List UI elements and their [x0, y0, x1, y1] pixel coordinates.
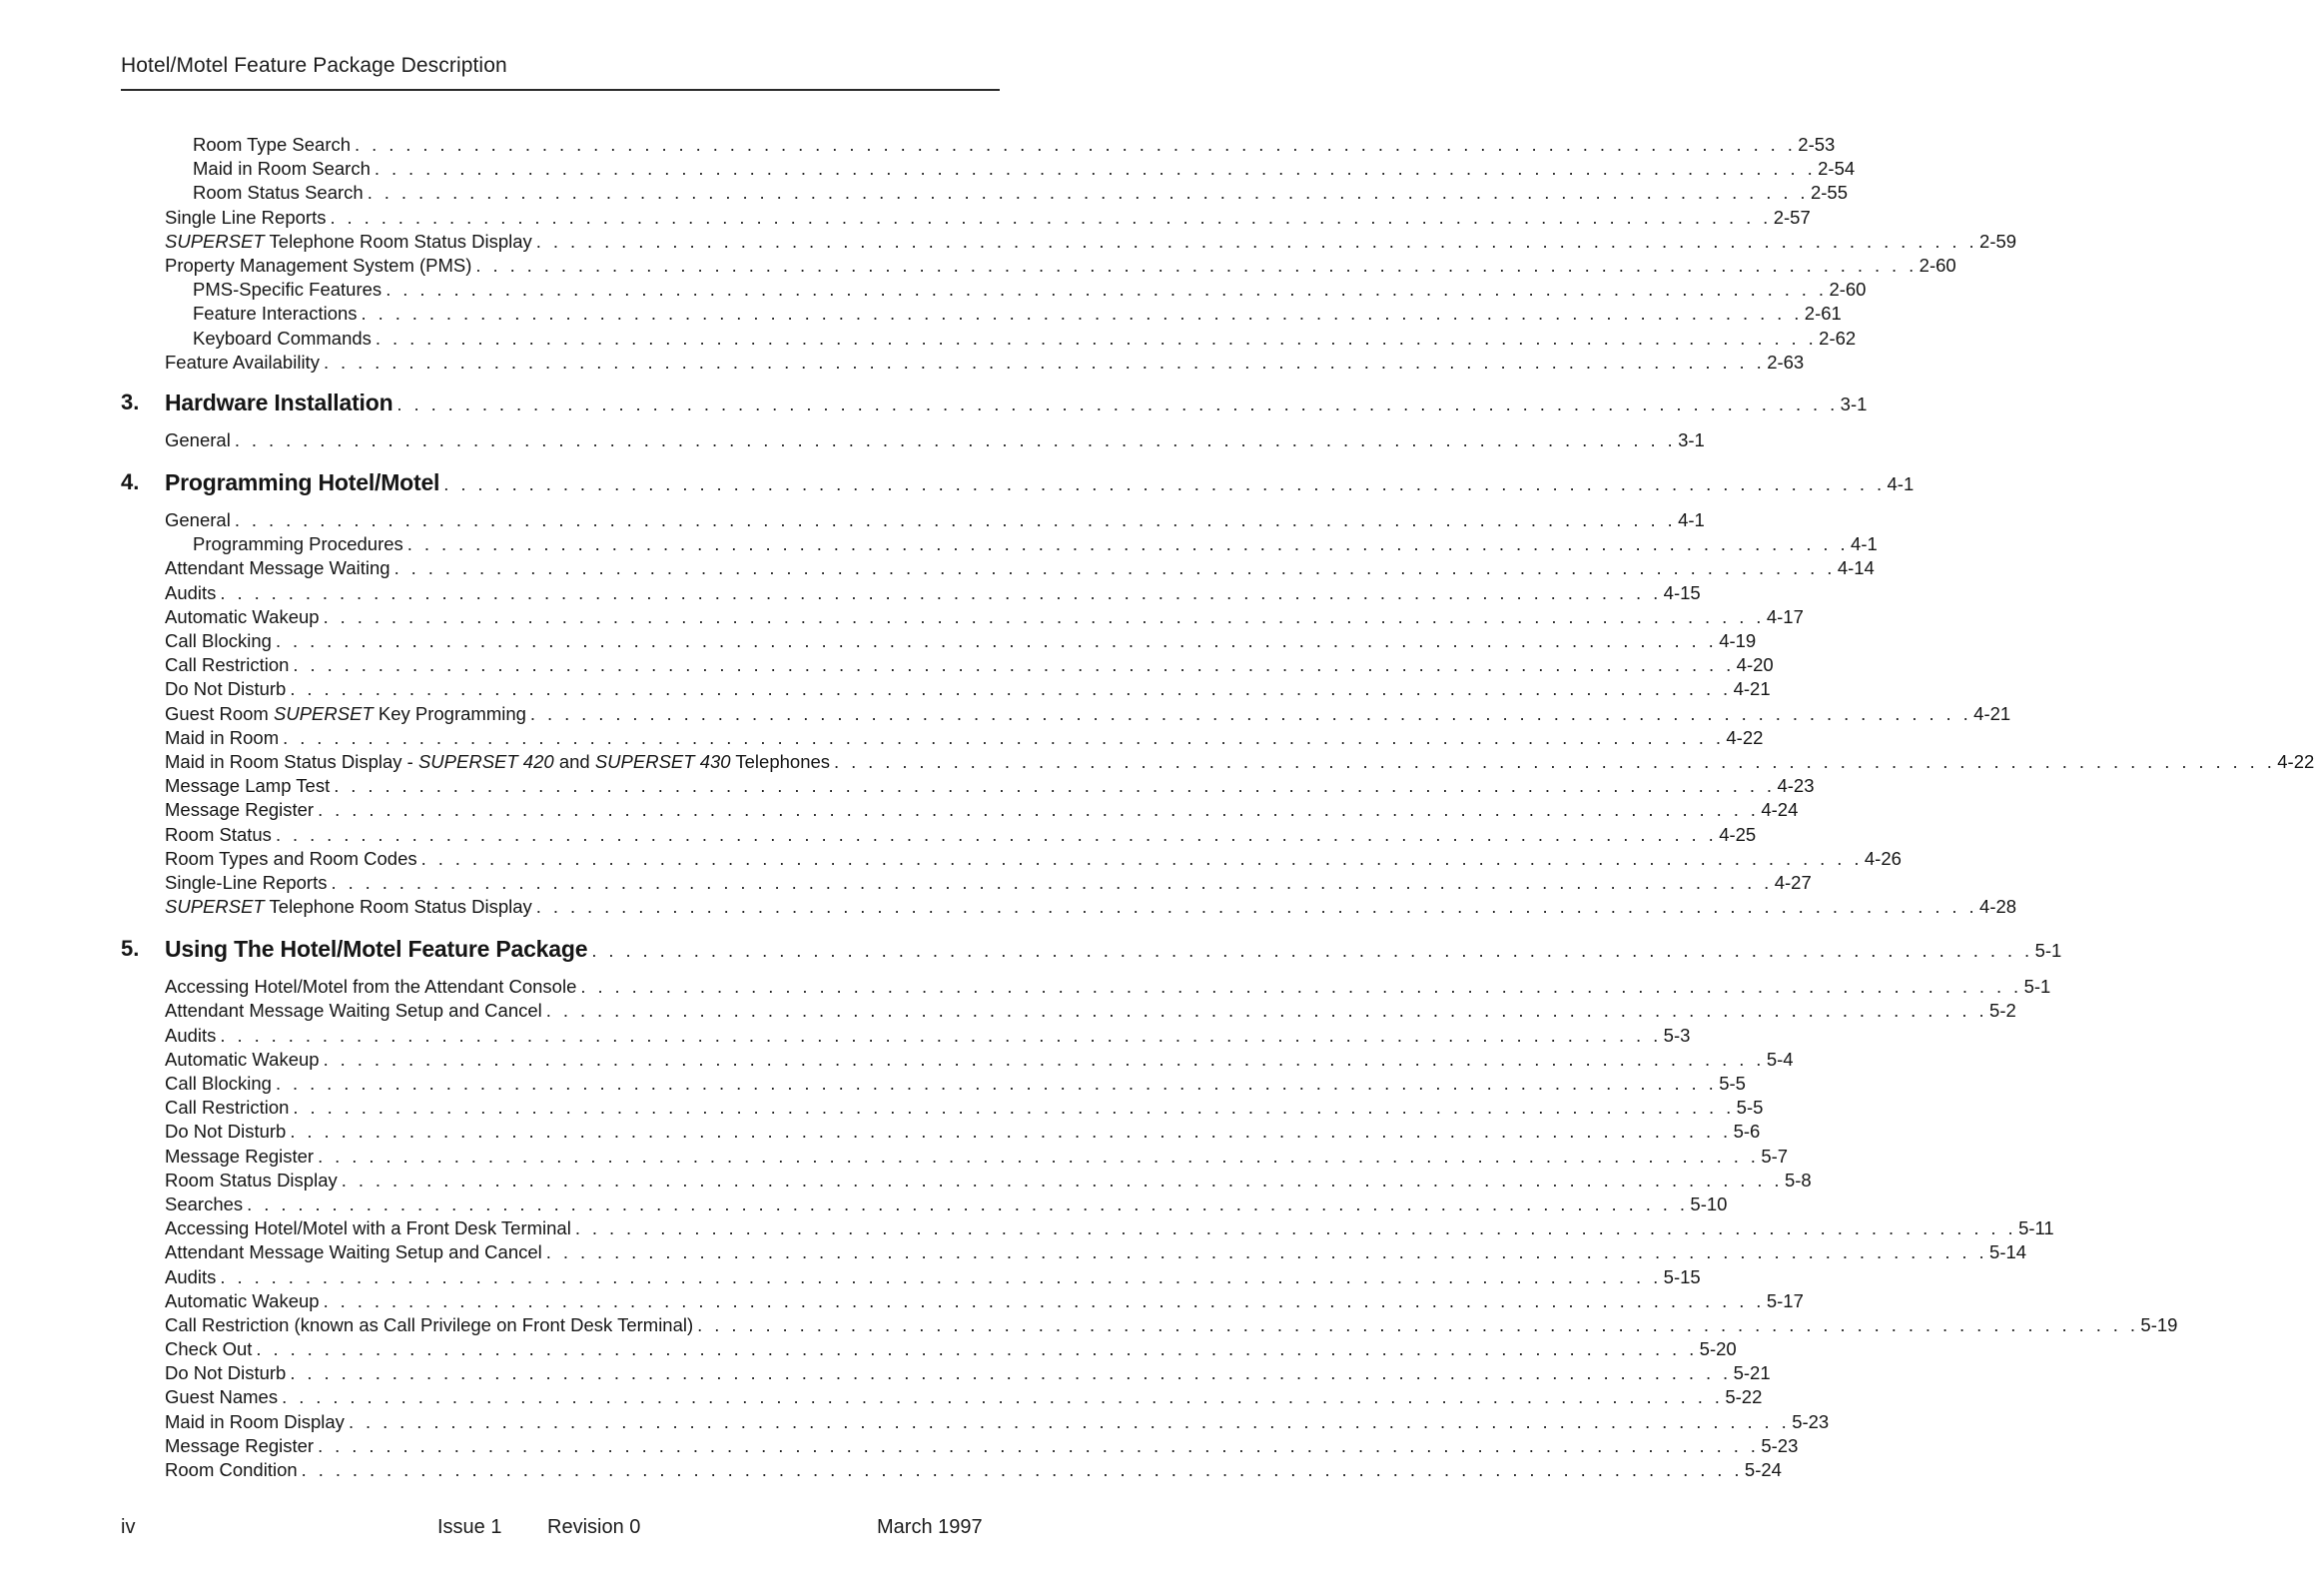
dot-leader: . . . . . . . . . . . . . . . . . . . . . . . . . . . . . . . . . . . . . . . . . . . . . . . . . . . . . . . . . . . . . . . . . . . . . . . . . . . . . . . . . . . . .	[574, 1217, 2017, 1239]
entry-page: 5-3	[1663, 1024, 1691, 1046]
dot-leader: . . . . . . . . . . . . . . . . . . . . . . . . . . . . . . . . . . . . . . . . . . . . . . . . . . . . . . . . . . . . . . . . . . . . . . . . . . . . . . . . . . . . .	[318, 799, 1760, 821]
entry-page: 4-25	[1719, 823, 1757, 845]
entry-page: 5-22	[1725, 1386, 1763, 1408]
entry-page: 2-60	[1919, 254, 1956, 276]
entry-page: 5-6	[1733, 1121, 1761, 1143]
entry-page: 2-53	[1798, 134, 1836, 155]
dot-leader: . . . . . . . . . . . . . . . . . . . . . . . . . . . . . . . . . . . . . . . . . . . . . . . . . . . . . . . . . . . . . . . . . . . . . . . . . . . . . . . . . . . . .	[323, 1048, 1765, 1070]
dot-leader: . . . . . . . . . . . . . . . . . . . . . . . . . . . . . . . . . . . . . . . . . . . . . . . . . . . . . . . . . . . . . . . . . . . . . . . . . . . . . . . . . . . . .	[386, 279, 1828, 301]
dot-leader: . . . . . . . . . . . . . . . . . . . . . . . . . . . . . . . . . . . . . . . . . . . . . . . . . . . . . . . . . . . . . . . . . . . . . . . . . . . . . . . . . . . . .	[234, 509, 1677, 531]
dot-leader: . . . . . . . . . . . . . . . . . . . . . . . . . . . . . . . . . . . . . . . . . . . . . . . . . . . . . . . . . . . . . . . . . . . . . . . . . . . . . . . . . . . . .	[535, 896, 1978, 918]
entry-page: 5-5	[1719, 1073, 1746, 1094]
toc-entry	[0, 871, 1812, 895]
toc-entry	[0, 157, 1856, 181]
chapter-number: 5.	[121, 936, 140, 962]
toc-entry	[0, 556, 1875, 580]
dot-leader: . . . . . . . . . . . . . . . . . . . . . . . . . . . . . . . . . . . . . . . . . . . . . . . . . . . . . . . . . . . . . . . . . . . . . . . . . . . . . . . . . . . . .	[355, 134, 1797, 155]
entry-title: Audits	[165, 581, 217, 603]
toc-entry	[0, 1145, 1789, 1169]
entry-title: Accessing Hotel/Motel from the Attendant Console	[165, 976, 577, 998]
toc-entry	[0, 1120, 1761, 1144]
dot-leader: . . . . . . . . . . . . . . . . . . . . . . . . . . . . . . . . . . . . . . . . . . . . . . . . . . . . . . . . . . . . . . . . . . . . . . . . . . . . . . . . . . . . .	[247, 1193, 1689, 1214]
footer-revision: Revision 0	[547, 1516, 641, 1538]
toc-entry	[0, 254, 1956, 278]
entry-title: Do Not Disturb	[165, 1121, 287, 1143]
dot-leader: . . . . . . . . . . . . . . . . . . . . . . . . . . . . . . . . . . . . . . . . . . . . . . . . . . . . . . . . . . . . . . . . . . . . . . . . . . . . . . . . . . . . .	[443, 473, 1886, 495]
footer-issue: Issue 1	[437, 1516, 502, 1538]
dot-leader: . . . . . . . . . . . . . . . . . . . . . . . . . . . . . . . . . . . . . . . . . . . . . . . . . . . . . . . . . . . . . . . . . . . . . . . . . . . . . . . . . . . . .	[396, 393, 1839, 414]
footer-date: March 1997	[877, 1516, 983, 1538]
entry-page: 5-1	[2034, 940, 2062, 962]
dot-leader: . . . . . . . . . . . . . . . . . . . . . . . . . . . . . . . . . . . . . . . . . . . . . . . . . . . . . . . . . . . . . . . . . . . . . . . . . . . . . . . . . . . . .	[256, 1338, 1698, 1360]
entry-title: Programming Hotel/Motel	[165, 469, 440, 496]
entry-page: 4-27	[1774, 871, 1812, 893]
toc-entry	[0, 895, 2017, 919]
entry-title: Attendant Message Waiting Setup and Cancel	[165, 1000, 542, 1022]
toc-entry	[0, 1337, 1737, 1361]
entry-title: Call Restriction	[165, 1097, 290, 1119]
dot-leader: . . . . . . . . . . . . . . . . . . . . . . . . . . . . . . . . . . . . . . . . . . . . . . . . . . . . . . . . . . . . . . . . . . . . . . . . . . . . . . . . . . . . .	[529, 702, 1972, 724]
toc-entry	[0, 181, 1848, 205]
dot-leader: . . . . . . . . . . . . . . . . . . . . . . . . . . . . . . . . . . . . . . . . . . . . . . . . . . . . . . . . . . . . . . . . . . . . . . . . . . . . . . . . . . . . .	[580, 976, 2022, 998]
dot-leader: . . . . . . . . . . . . . . . . . . . . . . . . . . . . . . . . . . . . . . . . . . . . . . . . . . . . . . . . . . . . . . . . . . . . . . . . . . . . . . . . . . . . .	[275, 823, 1718, 845]
dot-leader: . . . . . . . . . . . . . . . . . . . . . . . . . . . . . . . . . . . . . . . . . . . . . . . . . . . . . . . . . . . . . . . . . . . . . . . . . . . . . . . . . . . . .	[283, 726, 1725, 748]
toc-entry	[0, 1024, 1691, 1048]
toc-entry	[0, 1265, 1701, 1289]
entry-title: Single Line Reports	[165, 206, 327, 228]
toc-entry	[0, 302, 1842, 326]
toc-entry	[0, 629, 1757, 653]
entry-title: Check Out	[165, 1338, 253, 1360]
toc-entry	[0, 1458, 1782, 1482]
entry-title: Hardware Installation	[165, 389, 393, 415]
toc-entry	[0, 428, 1705, 452]
entry-title: Call Restriction	[165, 654, 290, 676]
entry-page: 4-1	[1887, 473, 1915, 495]
toc-entry	[0, 327, 1857, 351]
entry-page: 4-28	[1979, 896, 2017, 918]
entry-title: PMS-Specific Features	[193, 279, 383, 301]
chapter-number: 3.	[121, 389, 140, 414]
dot-leader: . . . . . . . . . . . . . . . . . . . . . . . . . . . . . . . . . . . . . . . . . . . . . . . . . . . . . . . . . . . . . . . . . . . . . . . . . . . . . . . . . . . . .	[375, 327, 1818, 349]
table-of-contents	[0, 133, 2314, 1482]
entry-title: Automatic Wakeup	[165, 1048, 320, 1070]
dot-leader: . . . . . . . . . . . . . . . . . . . . . . . . . . . . . . . . . . . . . . . . . . . . . . . . . . . . . . . . . . . . . . . . . . . . . . . . . . . . . . . . . . . . .	[323, 605, 1765, 627]
dot-leader: . . . . . . . . . . . . . . . . . . . . . . . . . . . . . . . . . . . . . . . . . . . . . . . . . . . . . . . . . . . . . . . . . . . . . . . . . . . . . . . . . . . . .	[535, 230, 1978, 252]
toc-entry	[0, 1313, 2178, 1337]
entry-title: Maid in Room Status Display - SUPERSET 420 and SUPERSET 430 Telephones	[165, 750, 831, 772]
toc-entry	[0, 1216, 2054, 1240]
dot-leader: . . . . . . . . . . . . . . . . . . . . . . . . . . . . . . . . . . . . . . . . . . . . . . . . . . . . . . . . . . . . . . . . . . . . . . . . . . . . . . . . . . . . .	[545, 1000, 1988, 1022]
toc-entry	[0, 750, 2314, 774]
entry-title: Maid in Room	[165, 726, 280, 748]
entry-title: General	[165, 509, 231, 531]
dot-leader: . . . . . . . . . . . . . . . . . . . . . . . . . . . . . . . . . . . . . . . . . . . . . . . . . . . . . . . . . . . . . . . . . . . . . . . . . . . . . . . . . . . . .	[323, 351, 1766, 373]
entry-page: 3-1	[1678, 428, 1705, 450]
entry-title: Call Restriction (known as Call Privilege on Front Desk Terminal)	[165, 1313, 694, 1335]
toc-entry	[0, 653, 1774, 677]
entry-title: Using The Hotel/Motel Feature Package	[165, 936, 588, 963]
dot-leader: . . . . . . . . . . . . . . . . . . . . . . . . . . . . . . . . . . . . . . . . . . . . . . . . . . . . . . . . . . . . . . . . . . . . . . . . . . . . . . . . . . . . .	[220, 581, 1662, 603]
toc-entry	[0, 351, 1805, 375]
chapter-heading	[0, 452, 1915, 500]
dot-leader: . . . . . . . . . . . . . . . . . . . . . . . . . . . . . . . . . . . . . . . . . . . . . . . . . . . . . . . . . . . . . . . . . . . . . . . . . . . . . . . . . . . . .	[348, 1410, 1791, 1432]
entry-title: Message Register	[165, 1145, 315, 1167]
dot-leader: . . . . . . . . . . . . . . . . . . . . . . . . . . . . . . . . . . . . . . . . . . . . . . . . . . . . . . . . . . . . . . . . . . . . . . . . . . . . . . . . . . . . .	[323, 1289, 1765, 1311]
toc-entry	[0, 823, 1757, 847]
entry-title: Room Type Search	[193, 134, 352, 155]
dot-leader: . . . . . . . . . . . . . . . . . . . . . . . . . . . . . . . . . . . . . . . . . . . . . . . . . . . . . . . . . . . . . . . . . . . . . . . . . . . . . . . . . . . . .	[290, 678, 1732, 700]
entry-page: 2-63	[1767, 351, 1805, 373]
entry-page: 5-10	[1690, 1193, 1728, 1214]
entry-page: 5-24	[1744, 1459, 1782, 1480]
entry-page: 4-19	[1719, 630, 1757, 651]
chapter-number: 4.	[121, 469, 140, 495]
entry-page: 5-5	[1736, 1097, 1764, 1119]
entry-title: Attendant Message Waiting Setup and Cancel	[165, 1241, 542, 1263]
entry-title: Room Status Display	[165, 1169, 338, 1191]
entry-title: Automatic Wakeup	[165, 605, 320, 627]
toc-entry	[0, 278, 1867, 302]
entry-page: 5-20	[1699, 1338, 1737, 1360]
entry-title: Accessing Hotel/Motel with a Front Desk Terminal	[165, 1217, 571, 1239]
entry-page: 4-21	[1973, 702, 2011, 724]
entry-title: Room Status	[165, 823, 272, 845]
toc-entry	[0, 1072, 1746, 1096]
entry-page: 5-23	[1792, 1410, 1830, 1432]
entry-title: Single-Line Reports	[165, 871, 328, 893]
entry-page: 4-21	[1733, 678, 1771, 700]
entry-page: 4-1	[1678, 509, 1705, 531]
toc-entry	[0, 1169, 1812, 1193]
dot-leader: . . . . . . . . . . . . . . . . . . . . . . . . . . . . . . . . . . . . . . . . . . . . . . . . . . . . . . . . . . . . . . . . . . . . . . . . . . . . . . . . . . . . .	[374, 158, 1817, 180]
dot-leader: . . . . . . . . . . . . . . . . . . . . . . . . . . . . . . . . . . . . . . . . . . . . . . . . . . . . . . . . . . . . . . . . . . . . . . . . . . . . . . . . . . . . .	[275, 630, 1718, 651]
entry-title: Automatic Wakeup	[165, 1289, 320, 1311]
entry-page: 2-57	[1773, 206, 1811, 228]
dot-leader: . . . . . . . . . . . . . . . . . . . . . . . . . . . . . . . . . . . . . . . . . . . . . . . . . . . . . . . . . . . . . . . . . . . . . . . . . . . . . . . . . . . . .	[275, 1073, 1718, 1094]
dot-leader: . . . . . . . . . . . . . . . . . . . . . . . . . . . . . . . . . . . . . . . . . . . . . . . . . . . . . . . . . . . . . . . . . . . . . . . . . . . . . . . . . . . . .	[234, 428, 1677, 450]
entry-page: 5-11	[2018, 1217, 2054, 1239]
toc-entry	[0, 605, 1804, 629]
entry-page: 5-15	[1663, 1265, 1701, 1287]
toc-entry	[0, 133, 1836, 157]
toc-entry	[0, 677, 1771, 701]
dot-leader: . . . . . . . . . . . . . . . . . . . . . . . . . . . . . . . . . . . . . . . . . . . . . . . . . . . . . . . . . . . . . . . . . . . . . . . . . . . . . . . . . . . . .	[341, 1169, 1783, 1191]
dot-leader: . . . . . . . . . . . . . . . . . . . . . . . . . . . . . . . . . . . . . . . . . . . . . . . . . . . . . . . . . . . . . . . . . . . . . . . . . . . . . . . . . . . . .	[220, 1024, 1662, 1046]
entry-page: 4-23	[1777, 775, 1815, 797]
toc-entry	[0, 774, 1815, 798]
entry-title: Keyboard Commands	[193, 327, 372, 349]
entry-page: 4-22	[2277, 750, 2314, 772]
entry-page: 5-23	[1761, 1434, 1799, 1456]
entry-title: Room Condition	[165, 1459, 298, 1480]
dot-leader: . . . . . . . . . . . . . . . . . . . . . . . . . . . . . . . . . . . . . . . . . . . . . . . . . . . . . . . . . . . . . . . . . . . . . . . . . . . . . . . . . . . . .	[290, 1121, 1732, 1143]
entry-title: Programming Procedures	[193, 533, 403, 555]
entry-page: 5-14	[1989, 1241, 2027, 1263]
dot-leader: . . . . . . . . . . . . . . . . . . . . . . . . . . . . . . . . . . . . . . . . . . . . . . . . . . . . . . . . . . . . . . . . . . . . . . . . . . . . . . . . . . . . .	[545, 1241, 1988, 1263]
entry-page: 5-8	[1784, 1169, 1812, 1191]
entry-page: 4-20	[1736, 654, 1774, 676]
entry-title: Maid in Room Display	[165, 1410, 345, 1432]
entry-title: General	[165, 428, 231, 450]
entry-title: SUPERSET Telephone Room Status Display	[165, 896, 532, 918]
toc-entry	[0, 726, 1764, 750]
entry-page: 4-17	[1766, 605, 1804, 627]
entry-page: 2-55	[1810, 182, 1848, 204]
dot-leader: . . . . . . . . . . . . . . . . . . . . . . . . . . . . . . . . . . . . . . . . . . . . . . . . . . . . . . . . . . . . . . . . . . . . . . . . . . . . . . . . . . . . .	[331, 871, 1773, 893]
toc-entry	[0, 1410, 1830, 1434]
entry-page: 5-7	[1761, 1145, 1789, 1167]
entry-title: Audits	[165, 1024, 217, 1046]
entry-page: 3-1	[1840, 393, 1868, 414]
entry-page: 2-61	[1804, 303, 1842, 325]
dot-leader: . . . . . . . . . . . . . . . . . . . . . . . . . . . . . . . . . . . . . . . . . . . . . . . . . . . . . . . . . . . . . . . . . . . . . . . . . . . . . . . . . . . . .	[393, 557, 1836, 579]
entry-title: Message Lamp Test	[165, 775, 331, 797]
toc-entry	[0, 1193, 1728, 1216]
entry-page: 5-4	[1766, 1048, 1794, 1070]
toc-entry	[0, 532, 1878, 556]
toc-entry	[0, 1361, 1771, 1385]
entry-page: 4-26	[1864, 847, 1902, 869]
toc-entry	[0, 206, 1811, 230]
entry-title: Call Blocking	[165, 630, 272, 651]
toc-entry	[0, 702, 2011, 726]
dot-leader: . . . . . . . . . . . . . . . . . . . . . . . . . . . . . . . . . . . . . . . . . . . . . . . . . . . . . . . . . . . . . . . . . . . . . . . . . . . . . . . . . . . . .	[220, 1265, 1662, 1287]
entry-title: Guest Names	[165, 1386, 279, 1408]
entry-page: 2-54	[1818, 158, 1856, 180]
entry-page: 2-62	[1819, 327, 1857, 349]
entry-page: 2-60	[1829, 279, 1867, 301]
header-rule	[121, 89, 1000, 91]
dot-leader: . . . . . . . . . . . . . . . . . . . . . . . . . . . . . . . . . . . . . . . . . . . . . . . . . . . . . . . . . . . . . . . . . . . . . . . . . . . . . . . . . . . . .	[834, 750, 2276, 772]
dot-leader: . . . . . . . . . . . . . . . . . . . . . . . . . . . . . . . . . . . . . . . . . . . . . . . . . . . . . . . . . . . . . . . . . . . . . . . . . . . . . . . . . . . . .	[475, 254, 1918, 276]
entry-title: Call Blocking	[165, 1073, 272, 1094]
entry-title: Do Not Disturb	[165, 1362, 287, 1384]
dot-leader: . . . . . . . . . . . . . . . . . . . . . . . . . . . . . . . . . . . . . . . . . . . . . . . . . . . . . . . . . . . . . . . . . . . . . . . . . . . . . . . . . . . . .	[330, 206, 1772, 228]
entry-title: Message Register	[165, 799, 315, 821]
toc-entry	[0, 508, 1705, 532]
entry-page: 4-14	[1837, 557, 1875, 579]
toc-entry	[0, 1385, 1763, 1409]
entry-title: Property Management System (PMS)	[165, 254, 472, 276]
entry-title: Message Register	[165, 1434, 315, 1456]
toc-entry	[0, 798, 1799, 822]
entry-page: 5-17	[1766, 1289, 1804, 1311]
dot-leader: . . . . . . . . . . . . . . . . . . . . . . . . . . . . . . . . . . . . . . . . . . . . . . . . . . . . . . . . . . . . . . . . . . . . . . . . . . . . . . . . . . . . .	[301, 1459, 1743, 1480]
dot-leader: . . . . . . . . . . . . . . . . . . . . . . . . . . . . . . . . . . . . . . . . . . . . . . . . . . . . . . . . . . . . . . . . . . . . . . . . . . . . . . . . . . . . .	[293, 654, 1735, 676]
dot-leader: . . . . . . . . . . . . . . . . . . . . . . . . . . . . . . . . . . . . . . . . . . . . . . . . . . . . . . . . . . . . . . . . . . . . . . . . . . . . . . . . . . . . .	[282, 1386, 1724, 1408]
dot-leader: . . . . . . . . . . . . . . . . . . . . . . . . . . . . . . . . . . . . . . . . . . . . . . . . . . . . . . . . . . . . . . . . . . . . . . . . . . . . . . . . . . . . .	[334, 775, 1776, 797]
entry-title: Guest Room SUPERSET Key Programming	[165, 702, 526, 724]
entry-title: Feature Interactions	[193, 303, 358, 325]
entry-title: Searches	[165, 1193, 244, 1214]
dot-leader: . . . . . . . . . . . . . . . . . . . . . . . . . . . . . . . . . . . . . . . . . . . . . . . . . . . . . . . . . . . . . . . . . . . . . . . . . . . . . . . . . . . . .	[293, 1097, 1735, 1119]
entry-page: 5-21	[1733, 1362, 1771, 1384]
entry-page: 2-59	[1979, 230, 2017, 252]
dot-leader: . . . . . . . . . . . . . . . . . . . . . . . . . . . . . . . . . . . . . . . . . . . . . . . . . . . . . . . . . . . . . . . . . . . . . . . . . . . . . . . . . . . . .	[406, 533, 1850, 555]
entry-title: Room Status Search	[193, 182, 364, 204]
entry-page: 5-2	[1989, 1000, 2016, 1022]
running-header: Hotel/Motel Feature Package Description	[121, 54, 507, 77]
entry-title: Attendant Message Waiting	[165, 557, 390, 579]
toc-entry	[0, 581, 1701, 605]
dot-leader: . . . . . . . . . . . . . . . . . . . . . . . . . . . . . . . . . . . . . . . . . . . . . . . . . . . . . . . . . . . . . . . . . . . . . . . . . . . . . . . . . . . . .	[367, 182, 1809, 204]
entry-page: 5-19	[2140, 1313, 2178, 1335]
entry-page: 5-1	[2023, 976, 2051, 998]
footer-page-number: iv	[121, 1516, 136, 1538]
entry-title: Audits	[165, 1265, 217, 1287]
chapter-heading	[0, 375, 1868, 420]
dot-leader: . . . . . . . . . . . . . . . . . . . . . . . . . . . . . . . . . . . . . . . . . . . . . . . . . . . . . . . . . . . . . . . . . . . . . . . . . . . . . . . . . . . . .	[420, 847, 1863, 869]
toc-entry	[0, 1434, 1799, 1458]
entry-title: Room Types and Room Codes	[165, 847, 417, 869]
entry-page: 4-15	[1663, 581, 1701, 603]
toc-entry	[0, 1289, 1804, 1313]
dot-leader: . . . . . . . . . . . . . . . . . . . . . . . . . . . . . . . . . . . . . . . . . . . . . . . . . . . . . . . . . . . . . . . . . . . . . . . . . . . . . . . . . . . . .	[318, 1434, 1760, 1456]
toc-entry	[0, 1240, 2027, 1264]
entry-page: 4-24	[1761, 799, 1799, 821]
toc-entry	[0, 1048, 1794, 1072]
chapter-heading	[0, 919, 2062, 967]
toc-entry	[0, 1096, 1764, 1120]
dot-leader: . . . . . . . . . . . . . . . . . . . . . . . . . . . . . . . . . . . . . . . . . . . . . . . . . . . . . . . . . . . . . . . . . . . . . . . . . . . . . . . . . . . . .	[318, 1145, 1760, 1167]
toc-entry	[0, 847, 1902, 871]
dot-leader: . . . . . . . . . . . . . . . . . . . . . . . . . . . . . . . . . . . . . . . . . . . . . . . . . . . . . . . . . . . . . . . . . . . . . . . . . . . . . . . . . . . . .	[697, 1313, 2139, 1335]
dot-leader: . . . . . . . . . . . . . . . . . . . . . . . . . . . . . . . . . . . . . . . . . . . . . . . . . . . . . . . . . . . . . . . . . . . . . . . . . . . . . . . . . . . . .	[290, 1362, 1732, 1384]
dot-leader: . . . . . . . . . . . . . . . . . . . . . . . . . . . . . . . . . . . . . . . . . . . . . . . . . . . . . . . . . . . . . . . . . . . . . . . . . . . . . . . . . . . . .	[591, 940, 2033, 962]
toc-entry	[0, 999, 2016, 1023]
dot-leader: . . . . . . . . . . . . . . . . . . . . . . . . . . . . . . . . . . . . . . . . . . . . . . . . . . . . . . . . . . . . . . . . . . . . . . . . . . . . . . . . . . . . .	[361, 303, 1803, 325]
toc-entry	[0, 975, 2051, 999]
entry-title: Feature Availability	[165, 351, 320, 373]
entry-title: SUPERSET Telephone Room Status Display	[165, 230, 532, 252]
entry-page: 4-1	[1851, 533, 1878, 555]
entry-title: Do Not Disturb	[165, 678, 287, 700]
entry-page: 4-22	[1726, 726, 1764, 748]
toc-entry	[0, 230, 2017, 254]
entry-title: Maid in Room Search	[193, 158, 371, 180]
